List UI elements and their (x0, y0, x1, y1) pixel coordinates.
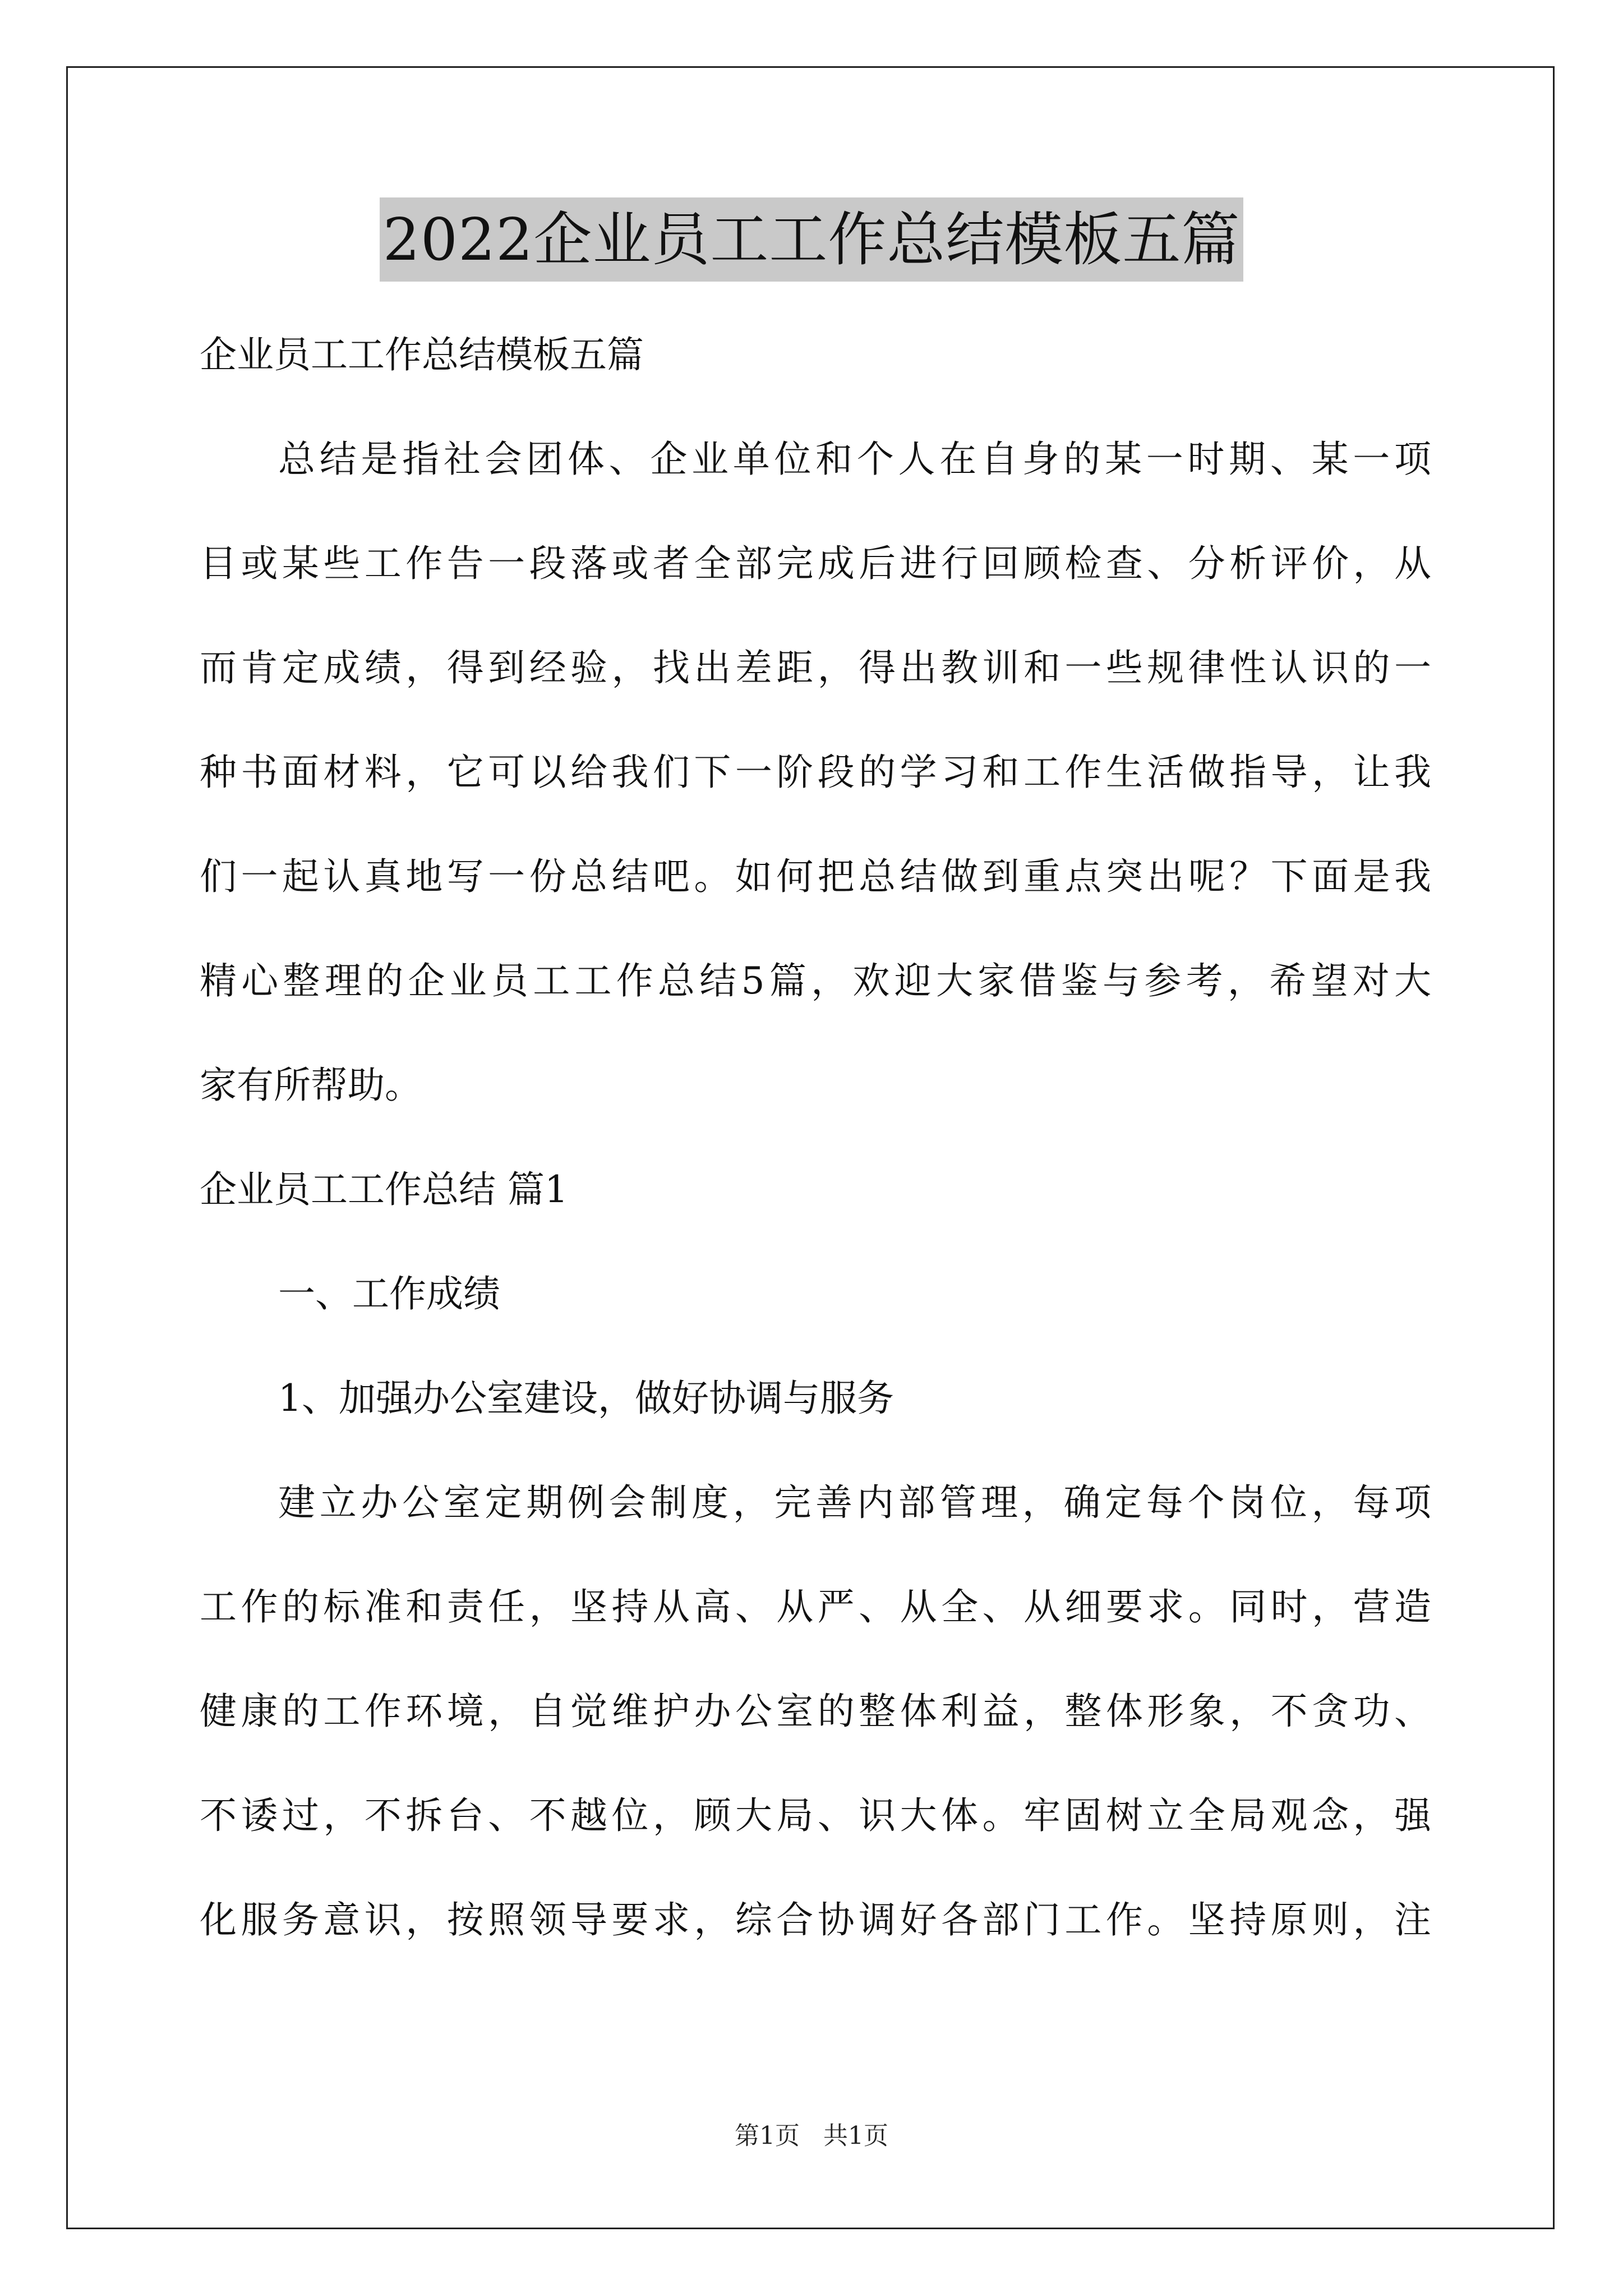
document-title: 2022企业员工工作总结模板五篇 (380, 197, 1244, 282)
title-wrap (0, 197, 1623, 282)
document-body (200, 303, 1431, 1972)
paragraph-line: 精心整理的企业员工工作总结5篇，欢迎大家借鉴与参考，希望对大 (200, 959, 1431, 1002)
paragraph-line: 种书面材料，它可以给我们下一阶段的学习和工作生活做指导，让我 (200, 751, 1431, 794)
subsection-heading: 一、工作成绩 (278, 1272, 500, 1315)
paragraph-line: 总结是指社会团体、企业单位和个人在自身的某一时期、某一项 (278, 438, 1431, 481)
paragraph-line: 不诿过，不拆台、不越位，顾大局、识大体。牢固树立全局观念，强 (200, 1794, 1431, 1837)
page-count: 共1页 (823, 2122, 888, 2150)
page-footer (0, 2119, 1623, 2153)
subtitle-line: 企业员工工作总结模板五篇 (200, 333, 644, 376)
paragraph-line: 建立办公室定期例会制度，完善内部管理，确定每个岗位，每项 (278, 1481, 1431, 1524)
page-number: 第1页 (735, 2122, 800, 2150)
paragraph-line: 健康的工作环境，自觉维护办公室的整体利益，整体形象，不贪功、 (200, 1690, 1431, 1733)
paragraph-line: 家有所帮助。 (200, 1064, 422, 1107)
paragraph-line: 们一起认真地写一份总结吧。如何把总结做到重点突出呢？下面是我 (200, 855, 1431, 898)
section-heading: 企业员工工作总结 篇1 (200, 1168, 568, 1211)
paragraph-line: 化服务意识，按照领导要求，综合协调好各部门工作。坚持原则，注 (200, 1898, 1431, 1941)
paragraph-line: 而肯定成绩，得到经验，找出差距，得出教训和一些规律性认识的一 (200, 646, 1431, 689)
item-heading: 1、加强办公室建设，做好协调与服务 (278, 1377, 894, 1420)
paragraph-line: 目或某些工作告一段落或者全部完成后进行回顾检查、分析评价，从 (200, 542, 1431, 585)
paragraph-line: 工作的标准和责任，坚持从高、从严、从全、从细要求。同时，营造 (200, 1585, 1431, 1628)
